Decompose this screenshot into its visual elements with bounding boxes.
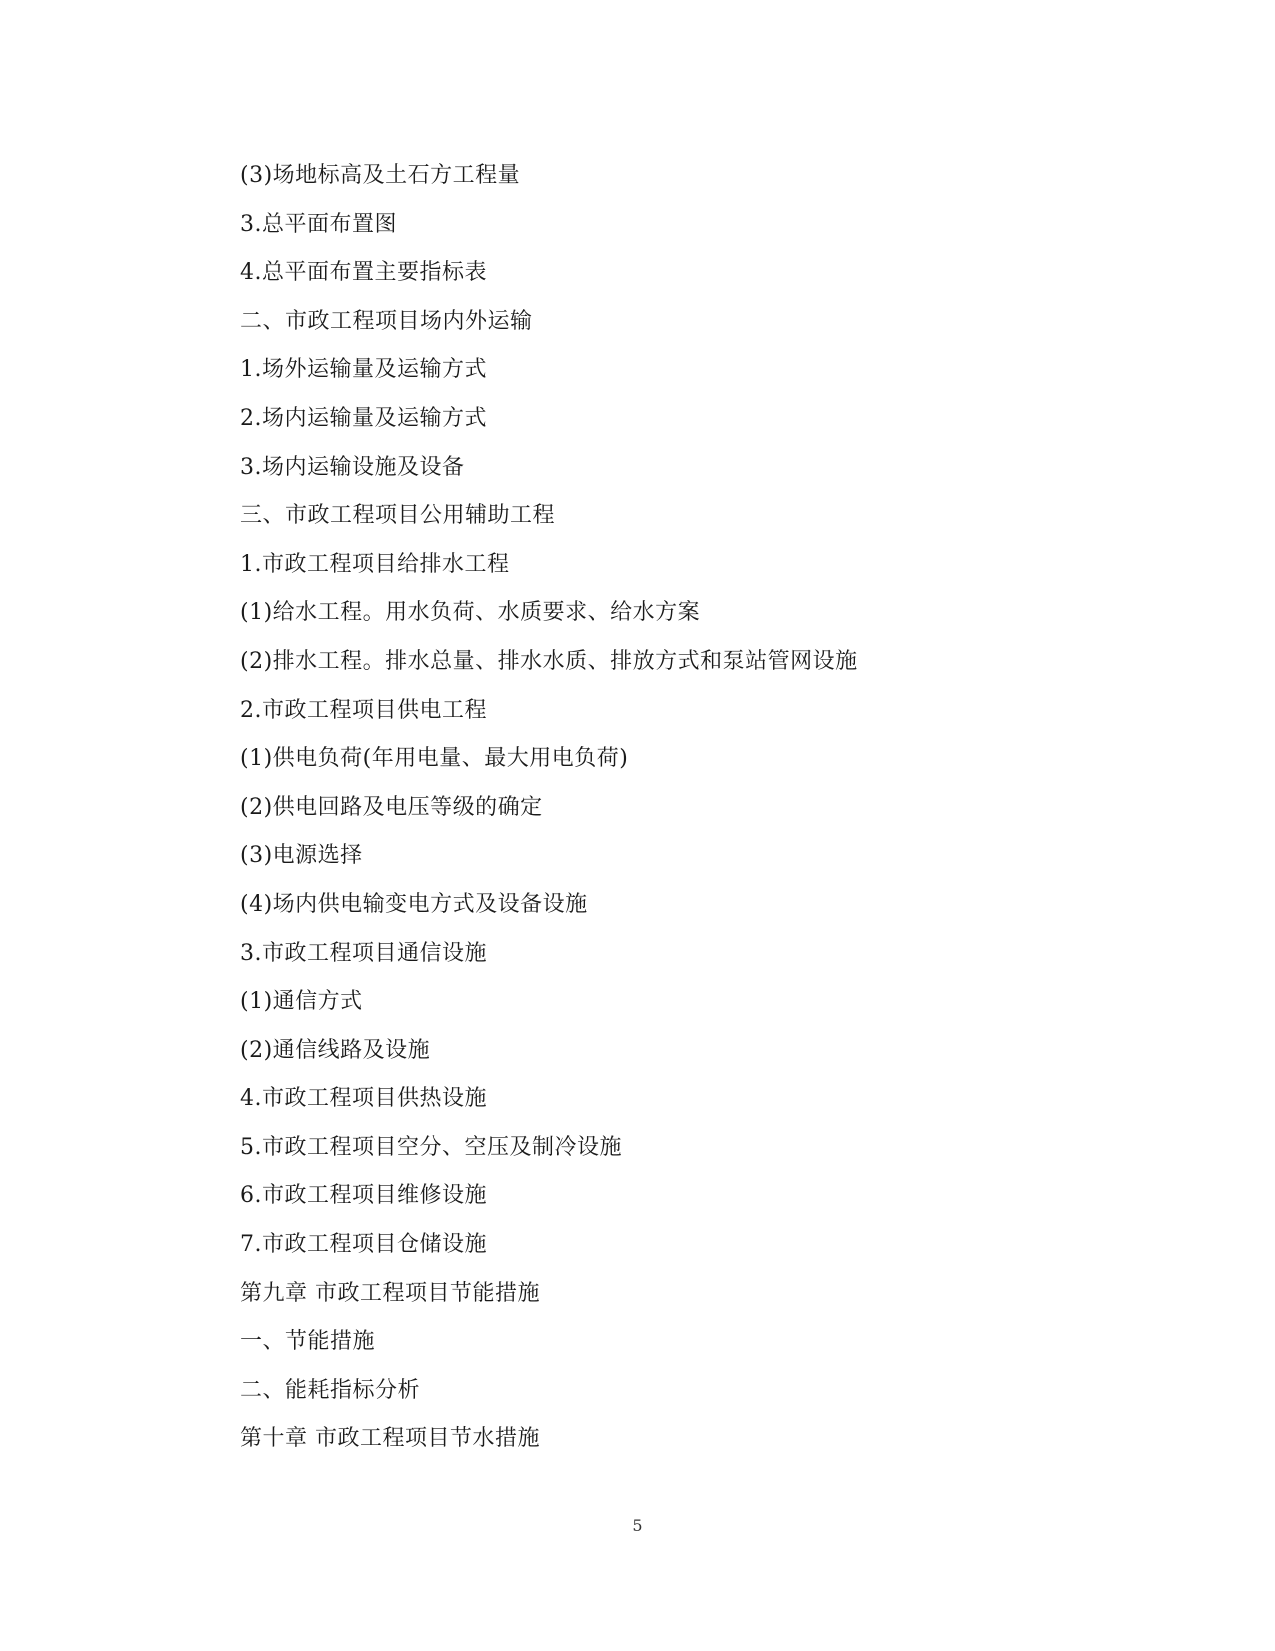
outline-line: (1)供电负荷(年用电量、最大用电负荷) <box>240 746 629 772</box>
document-body <box>240 152 1140 1464</box>
outline-line: 2.市政工程项目供电工程 <box>240 697 487 723</box>
section-heading: 二、能耗指标分析 <box>240 1377 421 1403</box>
outline-line: (2)通信线路及设施 <box>240 1037 431 1063</box>
outline-line: 2.场内运输量及运输方式 <box>240 405 487 431</box>
outline-line: (3)电源选择 <box>240 843 363 869</box>
chapter-heading: 第九章 市政工程项目节能措施 <box>240 1280 540 1306</box>
outline-line: (1)通信方式 <box>240 989 363 1015</box>
outline-line: (2)排水工程。排水总量、排水水质、排放方式和泵站管网设施 <box>240 648 858 674</box>
outline-line: 3.总平面布置图 <box>240 211 397 237</box>
outline-line: 3.市政工程项目通信设施 <box>240 940 487 966</box>
page-number: 5 <box>632 1516 643 1535</box>
outline-line: (1)给水工程。用水负荷、水质要求、给水方案 <box>240 600 701 626</box>
outline-line: (2)供电回路及电压等级的确定 <box>240 794 543 820</box>
section-heading: 三、市政工程项目公用辅助工程 <box>240 503 556 529</box>
chapter-heading: 第十章 市政工程项目节水措施 <box>240 1426 540 1452</box>
outline-line: 5.市政工程项目空分、空压及制冷设施 <box>240 1134 622 1160</box>
outline-line: 3.场内运输设施及设备 <box>240 454 465 480</box>
outline-line: 6.市政工程项目维修设施 <box>240 1183 487 1209</box>
outline-line: 4.市政工程项目供热设施 <box>240 1086 487 1112</box>
section-heading: 二、市政工程项目场内外运输 <box>240 308 533 334</box>
outline-line: 7.市政工程项目仓储设施 <box>240 1232 487 1258</box>
outline-line: 4.总平面布置主要指标表 <box>240 260 487 286</box>
outline-line: 1.市政工程项目给排水工程 <box>240 551 510 577</box>
outline-line: (3)场地标高及土石方工程量 <box>240 163 521 188</box>
section-heading: 一、节能措施 <box>240 1329 376 1355</box>
outline-line: (4)场内供电输变电方式及设备设施 <box>240 891 588 917</box>
outline-line: 1.场外运输量及运输方式 <box>240 357 487 383</box>
